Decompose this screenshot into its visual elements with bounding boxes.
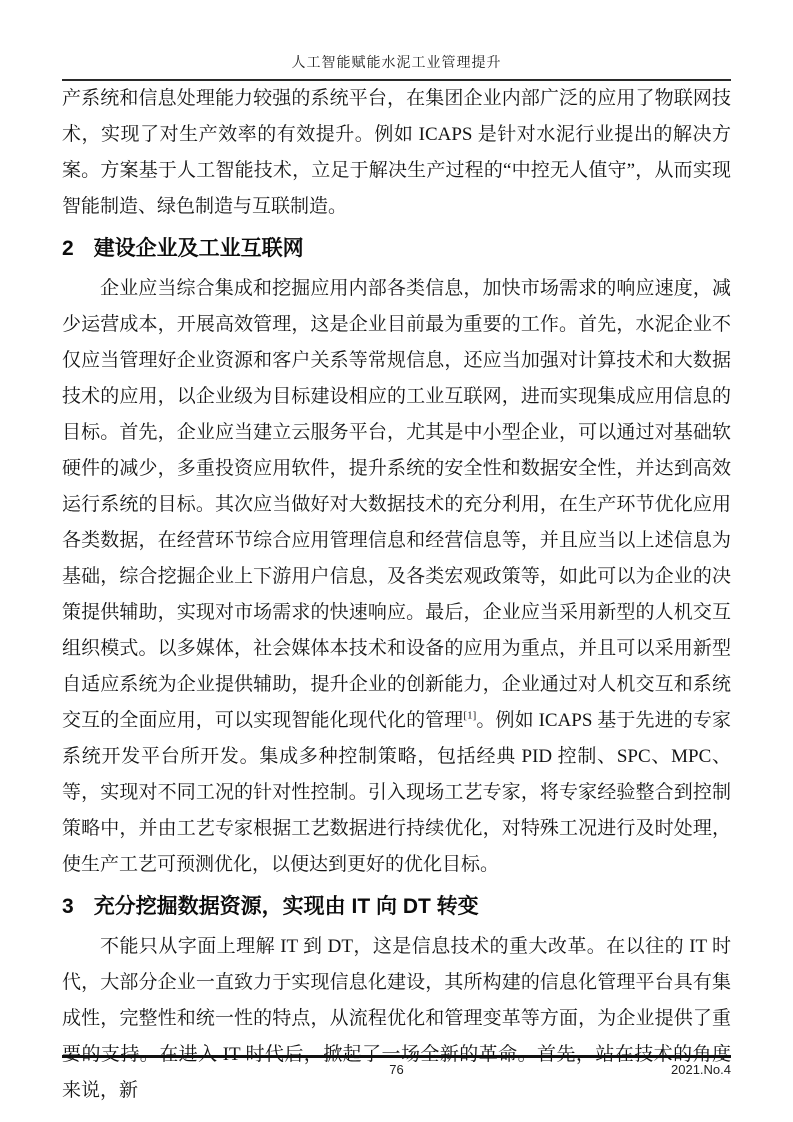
section-3-number: 3 bbox=[62, 895, 74, 918]
document-body bbox=[62, 81, 731, 1109]
section-3-title: 充分挖掘数据资源，实现由 IT 向 DT 转变 bbox=[93, 895, 479, 918]
section-2-heading bbox=[62, 232, 731, 266]
footer-rule bbox=[62, 1055, 731, 1058]
page-number: 76 bbox=[389, 1062, 404, 1077]
section-2-number: 2 bbox=[62, 237, 74, 260]
footer-row bbox=[62, 1062, 731, 1084]
page-footer bbox=[62, 1055, 731, 1084]
section-2-title: 建设企业及工业互联网 bbox=[93, 237, 304, 260]
running-header-title: 人工智能赋能水泥工业管理提升 bbox=[291, 56, 502, 71]
issue-label: 2021.No.4 bbox=[671, 1062, 731, 1077]
section-2-paragraph bbox=[62, 271, 731, 883]
section-2-text-after-citation: 。例如 ICAPS 基于先进的专家系统开发平台所开发。集成多种控制策略，包括经典 PID 控制、SPC、MPC、等，实现对不同工况的针对性控制。引入现场工艺专家，将专家经验整合到控制策略中，并由工艺专家根据工艺数据进行持续优化，对特殊工况进行及时处理，使生产工艺可预测优化，以便达到更好的优化目标。 bbox=[62, 710, 731, 875]
section-3-paragraph: 不能只从字面上理解 IT 到 DT，这是信息技术的重大改革。在以往的 IT 时代，大部分企业一直致力于实现信息化建设，其所构建的信息化管理平台具有集成性，完整性和统一性的特点，从流程优化和管理变革等方面，为企业提供了重要的支持。在进入 IT 时代后，掀起了一场全新的革命。首先，站在技术的角度来说，新 bbox=[62, 936, 731, 1101]
section-3-heading bbox=[62, 890, 731, 924]
intro-paragraph: 产系统和信息处理能力较强的系统平台，在集团企业内部广泛的应用了物联网技术，实现了对生产效率的有效提升。例如 ICAPS 是针对水泥行业提出的解决方案。方案基于人工智能技术，立足于解决生产过程的“中控无人值守”，从而实现智能制造、绿色制造与互联制造。 bbox=[62, 88, 731, 217]
citation-marker-1: [1] bbox=[463, 709, 477, 722]
running-header bbox=[62, 0, 731, 81]
section-2-text-before-citation: 企业应当综合集成和挖掘应用内部各类信息，加快市场需求的响应速度，减少运营成本，开展高效管理，这是企业目前最为重要的工作。首先，水泥企业不仅应当管理好企业资源和客户关系等常规信息，还应当加强对计算技术和大数据技术的应用，以企业级为目标建设相应的工业互联网，进而实现集成应用信息的目标。首先，企业应当建立云服务平台，尤其是中小型企业，可以通过对基础软硬件的减少，多重投资应用软件，提升系统的安全性和数据安全性，并达到高效运行系统的目标。其次应当做好对大数据技术的充分利用，在生产环节优化应用各类数据，在经营环节综合应用管理信息和经营信息等，并且应当以上述信息为基础，综合挖掘企业上下游用户信息，及各类宏观政策等，如此可以为企业的决策提供辅助，实现对市场需求的快速响应。最后，企业应当采用新型的人机交互组织模式。以多媒体，社会媒体本技术和设备的应用为重点，并且可以采用新型自适应系统为企业提供辅助，提升企业的创新能力，企业通过对人机交互和系统交互的全面应用，可以实现智能化现代化的管理 bbox=[62, 278, 731, 731]
